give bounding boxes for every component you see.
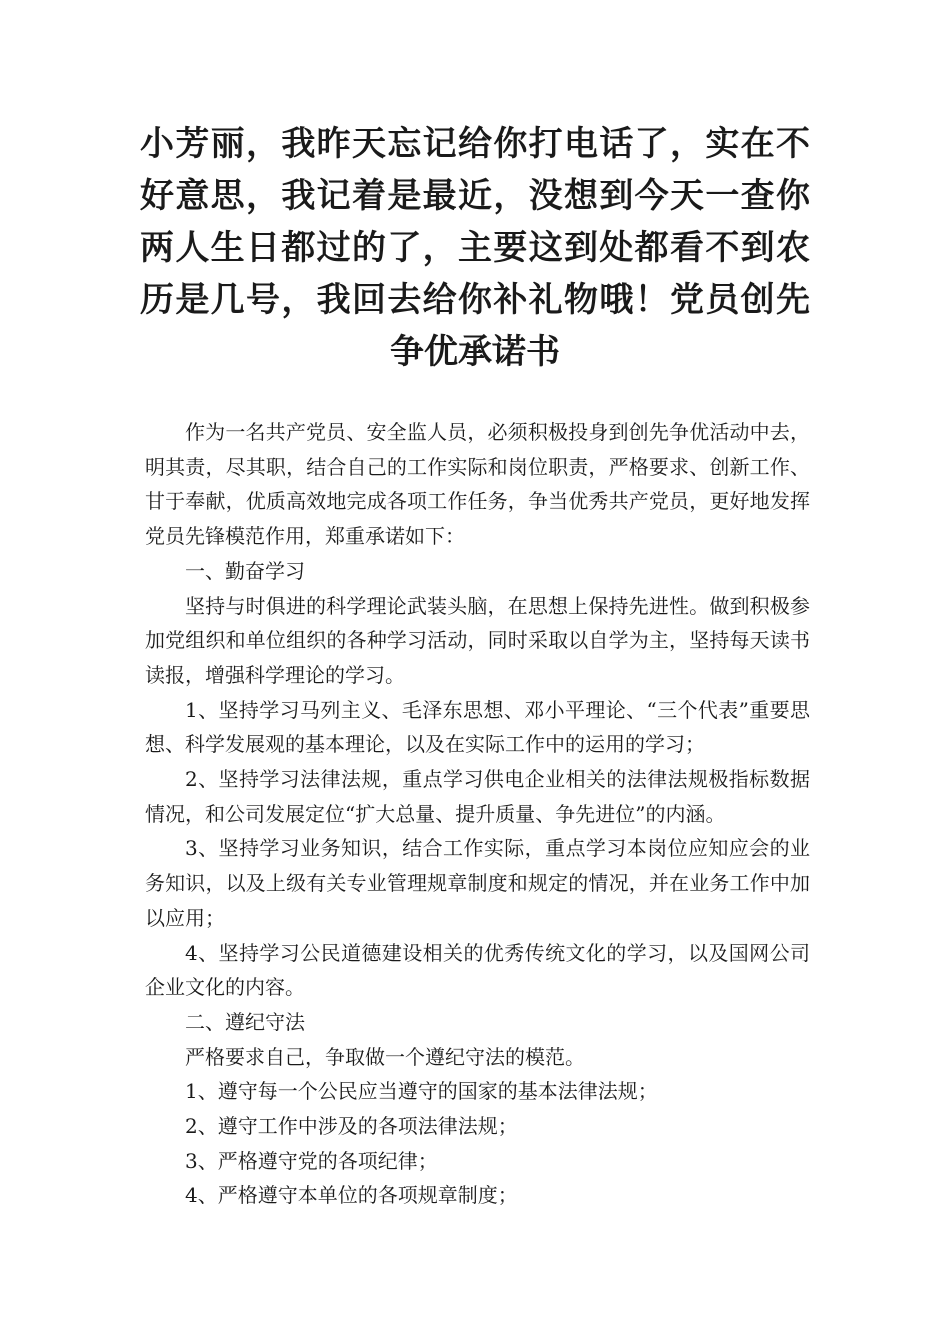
intro-paragraph: 作为一名共产党员、安全监人员，必须积极投身到创先争优活动中去，明其责，尽其职，结合自己的工作实际和岗位职责，严格要求、创新工作、甘于奉献，优质高效地完成各项工作任务，争当优秀共产党员，更好地发挥党员先锋模范作用，郑重承诺如下： — [145, 420, 810, 549]
law-item-4: 4、严格遵守本单位的各项规章制度； — [185, 1183, 518, 1208]
study-paragraph: 坚持与时俱进的科学理论武装头脑，在思想上保持先进性。做到积极参加党组织和单位组织的各种学习活动，同时采取以自学为主，坚持每天读书读报，增强科学理论的学习。 — [145, 593, 810, 687]
section-heading-law: 二、遵纪守法 — [185, 1009, 305, 1034]
law-item-1: 1、遵守每一个公民应当遵守的国家的基本法律法规； — [185, 1079, 658, 1104]
study-item-3: 3、坚持学习业务知识，结合工作实际，重点学习本岗位应知应会的业务知识，以及上级有关专业管理规章制度和规定的情况，并在业务工作中加以应用； — [145, 836, 810, 930]
document-body — [145, 415, 810, 1213]
section-heading-study: 一、勤奋学习 — [185, 558, 305, 583]
study-item-2: 2、坚持学习法律法规，重点学习供电企业相关的法律法规极指标数据情况，和公司发展定位“扩大总量、提升质量、争先进位”的内涵。 — [145, 767, 810, 826]
law-item-2: 2、遵守工作中涉及的各项法律法规； — [185, 1114, 518, 1139]
study-item-4: 4、坚持学习公民道德建设相关的优秀传统文化的学习，以及国网公司企业文化的内容。 — [145, 940, 810, 1000]
study-item-1: 1、坚持学习马列主义、毛泽东思想、邓小平理论、“三个代表”重要思想、科学发展观的基本理论，以及在实际工作中的运用的学习； — [145, 697, 810, 757]
law-item-3: 3、严格遵守党的各项纪律； — [185, 1148, 438, 1173]
law-paragraph: 严格要求自己，争取做一个遵纪守法的模范。 — [185, 1044, 585, 1069]
document-title: 小芳丽，我昨天忘记给你打电话了，实在不好意思，我记着是最近，没想到今天一查你两人生日都过的了，主要这到处都看不到农历是几号，我回去给你补礼物哦！党员创先争优承诺书 — [140, 124, 810, 372]
